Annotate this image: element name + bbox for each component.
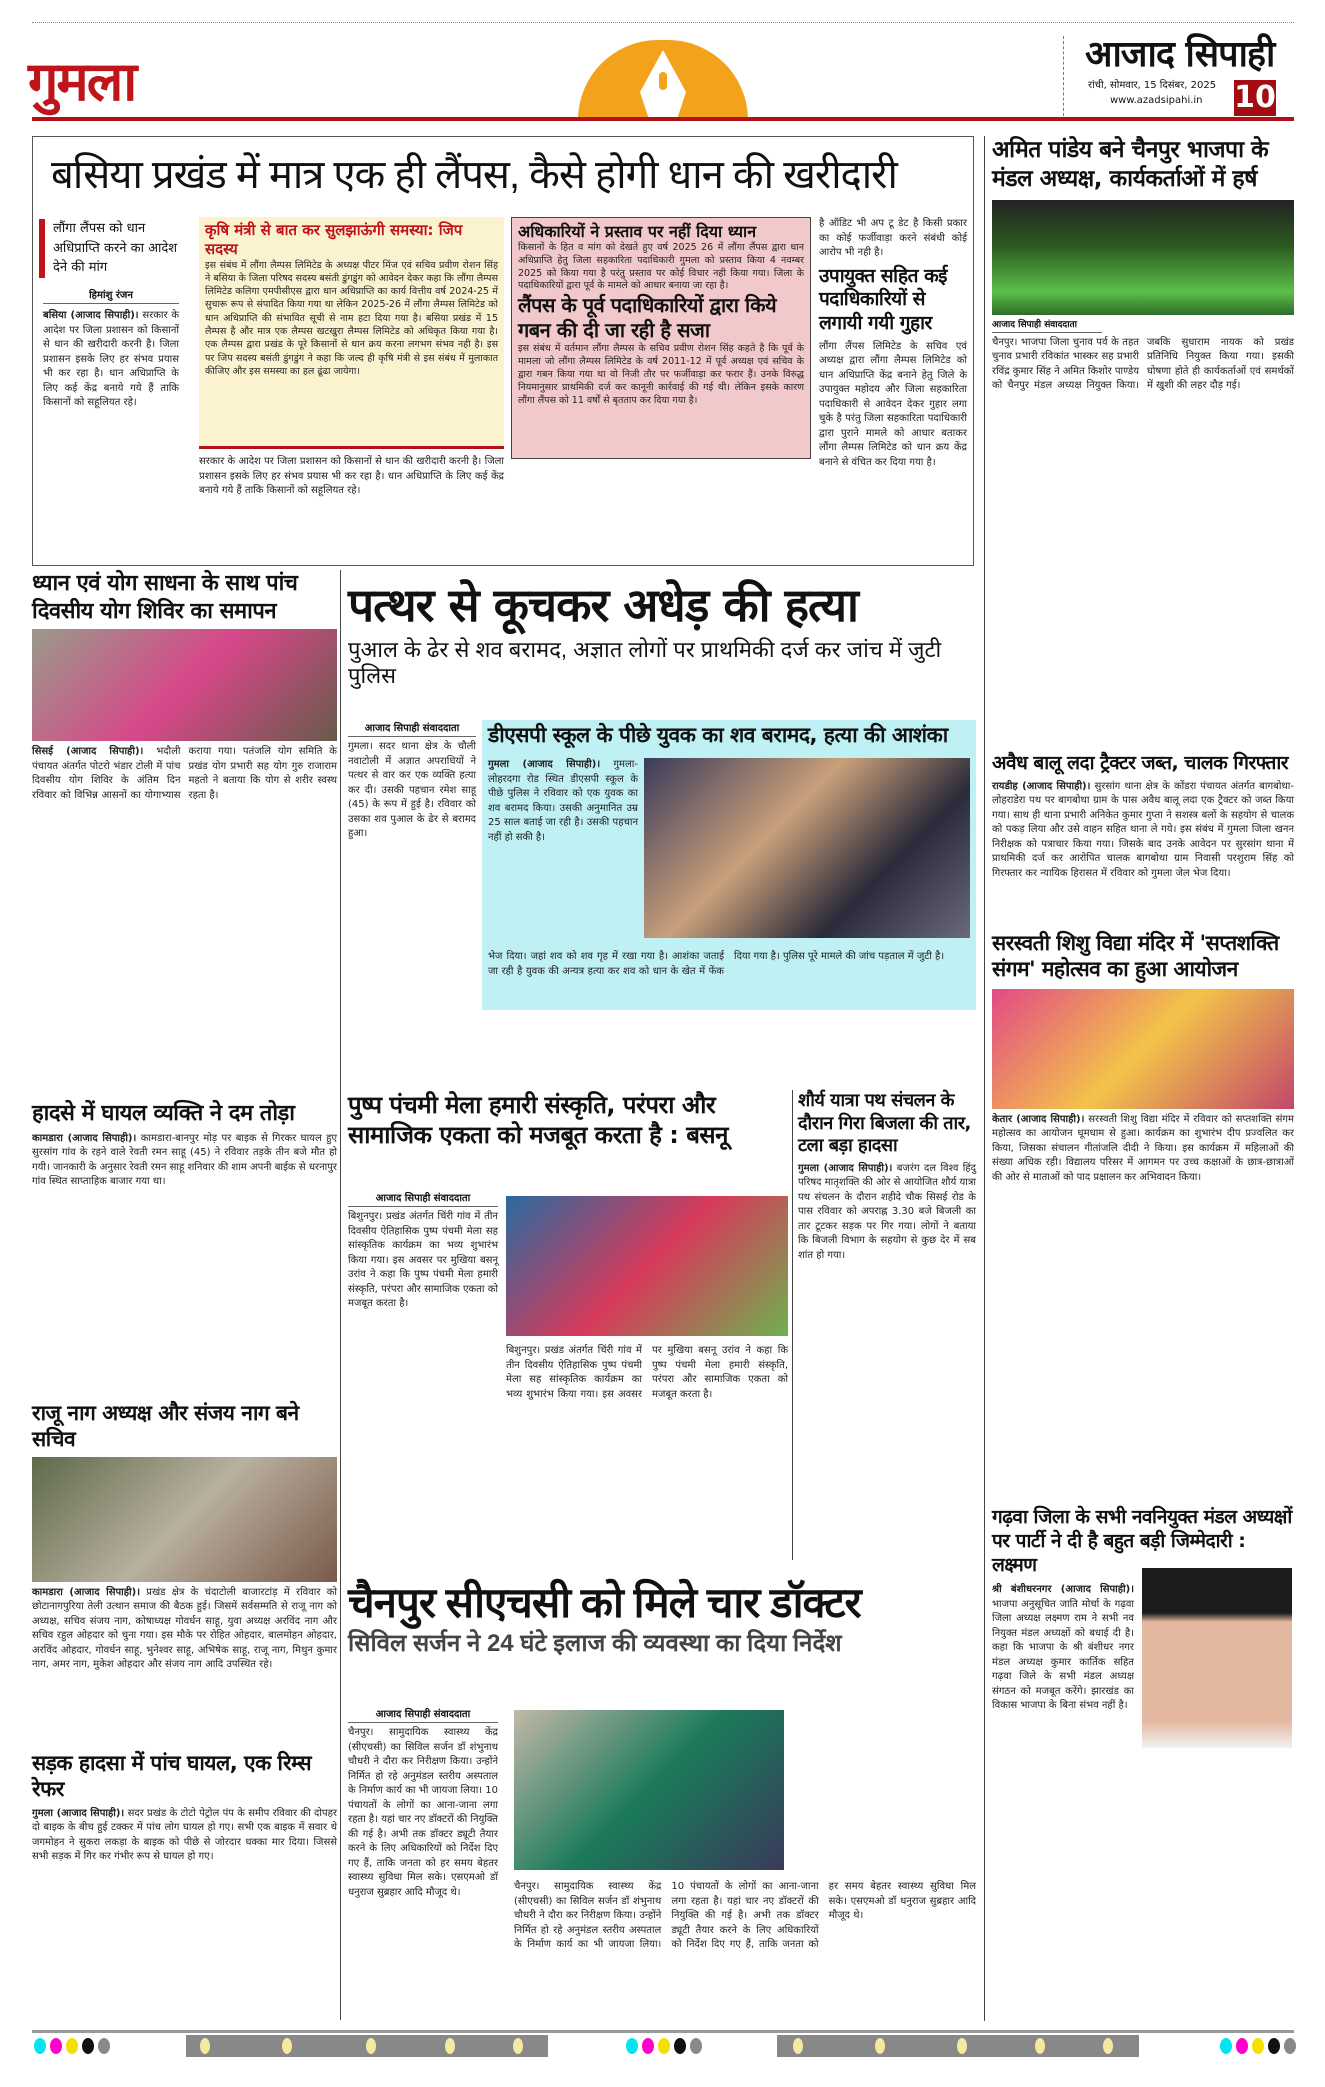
pink-box-body-2: इस संबंध में वर्तमान लौंगा लैम्पस के सचिव प्रवीण रोशन सिंह कहते है कि पूर्व के मामला जो लौंगा लैम्पस लिमिटेड के वर्ष 2011-12 में पूर्व अध्यक्ष एवं सचिव के द्वारा गबन किया गया था वो निजी तौर पर फर्जीवाड़ा कर फरार हैं। उनके विरुद्ध नियमानुसार प्राथमिकी दर्ज कर कानूनी कार्रवाई की गई थी। लेकिन इसके कारण लौंगा लैंपस को 11 वर्षों से बृतताप कर दिया गया है।	[518, 343, 804, 406]
bottom-rule	[32, 2030, 1294, 2033]
cmyk-magenta-mark	[642, 2038, 654, 2054]
amit-pandey-photo	[992, 200, 1294, 315]
teli-samaj-headline: राजू नाग अध्यक्ष और संजय नाग बने सचिव	[32, 1401, 299, 1452]
saraswati-photo	[992, 989, 1294, 1109]
accident-death-dateline: कामडारा (आजाद सिपाही)।	[32, 1132, 137, 1144]
yoga-dateline: सिसई (आजाद सिपाही)।	[32, 746, 144, 757]
masthead-red-rule	[32, 117, 1294, 121]
cmyk-cyan-mark	[1220, 2038, 1232, 2054]
strip-dot	[957, 2038, 967, 2054]
cmyk-black-mark	[1268, 2038, 1280, 2054]
road-accident-dateline: गुमला (आजाद सिपाही)।	[32, 1807, 125, 1819]
amit-pandey-headline: अमित पांडेय बने चैनपुर भाजपा के मंडल अध्यक्ष, कार्यकर्ताओं में हर्ष	[992, 137, 1269, 192]
yoga-body	[32, 745, 337, 1045]
road-accident-headline: सड़क हादसा में पांच घायल, एक रिम्स रेफर	[32, 1751, 312, 1802]
strip-dot	[875, 2038, 885, 2054]
pink-box-headline-2: लैंपस के पूर्व पदाधिकारियों द्वारा किये गबन की दी जा रही है सजा	[518, 293, 777, 343]
story-saraswati-mandir	[992, 930, 1294, 1413]
newspaper-brand: आजाद सिपाही	[1085, 34, 1275, 75]
dsp-headline: डीएसपी स्कूल के पीछे युवक का शव बरामद, हत्या की आशंका	[488, 723, 948, 747]
story-garhwa-mandal	[992, 1506, 1294, 1714]
lead-right-body-top: है ऑडिट भी अप टू डेट है किसी प्रकार का कोई फर्जीवाड़ा करने संबंधी कोई आरोप भी नही है।	[819, 218, 967, 258]
story-chc-doctors	[348, 1580, 976, 1659]
story-accident-death	[32, 1100, 337, 1412]
sand-tractor-body	[992, 780, 1294, 882]
chc-column	[348, 1706, 498, 2016]
lead-right-subhead: उपायुक्त सहित कई पदाधिकारियों से लगायी गयी गुहार	[819, 264, 947, 334]
story-pushp-panchami	[348, 1090, 788, 1150]
strip-dot	[200, 2038, 210, 2054]
strip-dot	[1035, 2038, 1045, 2054]
cmyk-yellow-mark	[66, 2038, 78, 2054]
cmyk-black-mark	[82, 2038, 94, 2054]
strip-dot	[513, 2038, 523, 2054]
chc-body-cont: चैनपुर। सामुदायिक स्वास्थ्य केंद्र (सीएचसी) का सिविल सर्जन डॉ शंभुनाथ चौधरी ने दौरा कर निरीक्षण किया। उन्होंने निर्मित हो रहे अनुमंडल स्तरीय अस्पताल के निर्माण कार्य का भी जायजा लिया। 10 पंचायतों के लोगों का आना-जाना लगा रहता है। यहां चार नए डॉक्टरों की नियुक्ति की गई है। अभी तक डॉक्टर ड्यूटी तैयार करने के लिए अधिकारियों को निर्देश दिए गए हैं, ताकि जनता को हर समय बेहतर स्वास्थ्य सुविधा मिल सके। एसएमओ डॉ धनुराज सुब्रहार आदि मौजूद थे।	[514, 1881, 976, 1950]
pushp-panchami-byline: आजाद सिपाही संवाददाता	[348, 1190, 498, 1207]
center-left-rule	[340, 570, 341, 2020]
section-title: गुमला	[28, 50, 136, 113]
story-murder	[348, 580, 976, 689]
murder-body-column	[348, 720, 476, 842]
lead-headline: बसिया प्रखंड में मात्र एक ही लैंपस, कैसे होगी धान की खरीदारी	[51, 153, 897, 197]
garhwa-headline: गढ़वा जिला के सभी नवनियुक्त मंडल अध्यक्षों पर पार्टी ने दी है बहुत बड़ी जिम्मेदारी : लक्ष्मण	[992, 1506, 1292, 1576]
pushp-panchami-photo	[506, 1196, 788, 1336]
lead-body-continued: सरकार के आदेश पर जिला प्रशासन को किसानों से धान की खरीदारी करनी है। जिला प्रशासन इसके लिए हर संभव प्रयास भी कर रहा है। धान अधिप्राप्ति के लिए कई केंद्र बनाये गये हैं ताकि किसानों को सहूलियत रहे।	[199, 456, 504, 496]
lead-right-column	[819, 217, 967, 470]
garhwa-dateline: श्री बंशीधरनगर (आजाद सिपाही)।	[992, 1584, 1134, 1596]
strip-dot	[366, 2038, 376, 2054]
dsp-story-box	[482, 720, 976, 1010]
shaurya-yatra-text: बजरंग दल विश्व हिंदु परिषद मातृशक्ति की ओर से आयोजित शौर्य यात्रा पथ संचलन के दौरान शहीदे चौक सिसई रोड के पास रविवार को अपराह्न 3.30 बजे बिजली का तार टूटकर सड़क पर गिर गया। लोगों ने बताया कि बिजली विभाग के सहयोग से कुछ देर में सब शांत हो गया।	[798, 1162, 976, 1261]
cmyk-black-mark	[674, 2038, 686, 2054]
shaurya-yatra-body	[798, 1162, 976, 1264]
dsp-text: गुमला-लोहरदगा रोड स्थित डीएसपी स्कूल के पीछे पुलिस ने रविवार को एक युवक का शव बरामद किया। उसकी अनुमानित उम्र 25 साल बताई जा रही है। उसकी पहचान नहीं हो सकी है।	[488, 759, 638, 843]
accident-death-headline: हादसे में घायल व्यक्ति ने दम तोड़ा	[32, 1101, 295, 1126]
yatra-rule	[792, 1090, 793, 1560]
garhwa-body	[992, 1583, 1134, 1714]
dsp-body	[488, 758, 638, 845]
top-dotted-rule	[32, 22, 1294, 23]
shaurya-yatra-headline: शौर्य यात्रा पथ संचलन के दौरान गिरा बिजला की तार, टला बड़ा हादसा	[798, 1090, 971, 1156]
yoga-photo	[32, 629, 337, 741]
story-shaurya-yatra	[798, 1090, 976, 1263]
pushp-panchami-body-cont: बिशुनपुर। प्रखंड अंतर्गत चिंरी गांव में तीन दिवसीय ऐतिहासिक पुष्प पंचमी मेला सह सांस्कृतिक कार्यक्रम का भव्य शुभारंभ किया गया। इस अवसर पर मुखिया बसनू उरांव ने कहा कि पुष्प पंचमी मेला हमारी संस्कृति, परंपरा और सामाजिक एकता को मजबूत करता है।	[506, 1345, 788, 1400]
lead-kicker: लौंगा लैंपस को धान अधिप्राप्ति करने का आदेश देने की मांग	[39, 219, 179, 278]
garhwa-text: भाजपा अनुसूचित जाति मोर्चा के गढ़वा जिला अध्यक्ष लक्ष्मण राम ने सभी नव नियुक्त मंडल अध्यक्षों को बधाई दी है। कहा कि भाजपा के श्री बंशीधर नगर मंडल अध्यक्ष कुमार कार्तिक सहित गढ़वा जिले के सभी मंडल अध्यक्ष संगठन को मजबूत करेंगे। झारखंड का विकास भाजपा के बिना संभव नहीं है।	[992, 1598, 1134, 1712]
chc-subheadline: सिविल सर्जन ने 24 घंटे इलाज की व्यवस्था का दिया निर्देश	[348, 1630, 842, 1658]
cmyk-magenta-mark	[1236, 2038, 1248, 2054]
cmyk-gray-mark	[98, 2038, 110, 2054]
sand-tractor-text: सुरसांग थाना क्षेत्र के कोंडरा पंचायत अंतर्गत बागबोथा-लोहराडेरा पथ पर बागबोथा ग्राम के पास अवैध बालू लदा एक ट्रैक्टर को जब्त किया गया। साथ ही थाना प्रभारी अनिकेत कुमार गुप्ता ने सशस्त्र बलों के सहयोग से चालक को पकड़ लिया और उसे वाहन सहित थाना ले गये। इस संबंध में गुमला जिला खनन निरीक्षक को पत्राचार किया गया। जिसके बाद उनके आवेदन पर सुरसांग थाना में प्राथमिकी दर्ज कर आरोपित चालक बागबोथा ग्राम निवासी परशुराम सिंह को गिरफ्तार कर न्यायिक हिरासत में रविवार को गुमला जेल भेज दिया।	[992, 780, 1294, 879]
cmyk-gray-mark	[690, 2038, 702, 2054]
brand-divider	[1063, 36, 1064, 116]
chc-body: चैनपुर। सामुदायिक स्वास्थ्य केंद्र (सीएचसी) का सिविल सर्जन डॉ शंभुनाथ चौधरी ने दौरा कर निरीक्षण किया। उन्होंने निर्मित हो रहे अनुमंडल स्तरीय अस्पताल के निर्माण कार्य का भी जायजा लिया। 10 पंचायतों के लोगों का आना-जाना लगा रहता है। यहां चार नए डॉक्टरों की नियुक्ति की गई है। अभी तक डॉक्टर ड्यूटी तैयार करने के लिए अधिकारियों को निर्देश दिए गए हैं, ताकि जनता को हर समय बेहतर स्वास्थ्य सुविधा मिल सके। एसएमओ डॉ धनुराज सुब्रहार आदि मौजूद थे।	[348, 1727, 498, 1898]
pushp-panchami-column	[348, 1190, 498, 1312]
story-sand-tractor	[992, 752, 1294, 881]
saraswati-headline: सरस्वती शिशु विद्या मंदिर में 'सप्तशक्ति संगम' महोत्सव का हुआ आयोजन	[992, 931, 1279, 982]
lead-story-box	[32, 136, 974, 566]
lead-body	[43, 309, 179, 411]
amit-pandey-byline: आजाद सिपाही संवाददाता	[992, 317, 1102, 333]
cmyk-magenta-mark	[50, 2038, 62, 2054]
pen-nib-slit-icon	[659, 72, 667, 90]
saraswati-dateline: केतार (आजाद सिपाही)।	[992, 1113, 1085, 1125]
chc-headline: चैनपुर सीएचसी को मिले चार डॉक्टर	[348, 1579, 861, 1626]
dsp-dateline: गुमला (आजाद सिपाही)।	[488, 759, 601, 770]
dsp-photo-caption: भेज दिया। जहां शव को शव गृह में रखा गया है। आशंका जताई जा रही है युवक की अन्यत्र हत्या कर शव को धान के खेत में फेंक दिया गया है। पुलिस पूरे मामले की जांच पड़ताल में जुटी है।	[488, 951, 945, 977]
story-road-accident	[32, 1750, 337, 2037]
lead-author: हिमांशु रंजन	[43, 287, 179, 304]
story-teli-samaj	[32, 1400, 337, 1673]
saraswati-text: सरस्वती शिशु विद्या मंदिर में रविवार को सप्तशक्ति संगम महोत्सव का आयोजन धूमधाम से हुआ। कार्यक्रम का शुभारंभ दीप प्रज्वलित कर किया, जिसका संचालन गीतांजलि दीदी ने किया। इस कार्यक्रम में महिलाओं की संख्या अधिक रही। विद्यालय परिसर में आगमन पर उच्च कक्षाओं के छात्र-छात्राओं की ओर से माताओं को पाद प्रक्षालन कर अभिवादन किया।	[992, 1113, 1294, 1183]
saraswati-body	[992, 1113, 1294, 1413]
murder-headline: पत्थर से कूचकर अधेड़ की हत्या	[348, 578, 858, 632]
lead-dateline: बसिया (आजाद सिपाही)।	[43, 310, 139, 321]
pushp-panchami-body: बिशुनपुर। प्रखंड अंतर्गत चिंरी गांव में तीन दिवसीय ऐतिहासिक पुष्प पंचमी मेला सह सांस्कृतिक कार्यक्रम का भव्य शुभारंभ किया गया। इस अवसर पर मुखिया बसनू उरांव ने कहा कि पुष्प पंचमी मेला हमारी संस्कृति, परंपरा और सामाजिक एकता को मजबूत करता है।	[348, 1211, 498, 1309]
teli-samaj-photo	[32, 1457, 337, 1582]
lead-right-body: लौंगा लैंपस लिमिटेड के सचिव एवं अध्यक्ष द्वारा लौंगा लैम्पस लिमिटेड को धान अधिप्राप्ति केंद्र बनाने हेतु जिले के उपायुक्त महोदय और जिला सहकारिता पदाधिकारी से आवेदन देकर गुहार लगा चुके है परंतु जिला सहकारिता पदाधिकारी द्वारा पुराने मामले को आधार बताकर लौंगा लैम्पस लिमिटेड को धान क्रय केंद्र बनाने से वंचित कर दिया गया है।	[819, 340, 967, 468]
issue-dateline: रांची, सोमवार, 15 दिसंबर, 2025	[1088, 80, 1217, 91]
story-yoga-camp	[32, 570, 337, 1045]
yellow-box-headline: कृषि मंत्री से बात कर सुलझाऊंगी समस्या: जिप सदस्य	[205, 221, 463, 258]
chc-photo	[514, 1710, 784, 1870]
yoga-text: भदौली पंचायत अंतर्गत पोटरो भंडार टोली में पांच दिवसीय योग शिविर के अंतिम दिन रविवार को विभिन्न आसनों का योगाभ्यास कराया गया। पतंजलि योग समिति के प्रखंड योग प्रभारी सह योग गुरु राजाराम महतो ने बताया कि योग से शरीर स्वस्थ रहता है।	[32, 746, 337, 801]
strip-dot	[1103, 2038, 1113, 2054]
road-accident-body	[32, 1807, 337, 2037]
chc-byline: आजाद सिपाही संवाददाता	[348, 1706, 498, 1723]
teli-samaj-body	[32, 1586, 337, 1673]
murder-subheadline: पुआल के ढेर से शव बरामद, अज्ञात लोगों पर प्राथमिकी दर्ज कर जांच में जुटी पुलिस	[348, 636, 942, 688]
right-column-rule	[984, 136, 985, 2021]
pink-sidebar-box	[511, 217, 811, 459]
pink-box-body-1: किसानों के हित व मांग को देखते हुए वर्ष 2025 26 में लौंगा लैंपस द्वारा धान अधिप्राप्ति हेतु जिला सहकारिता पदाधिकारी गुमला को प्रस्ताव किया 4 नवम्बर 2025 को किया गया है परंतु प्रस्ताव पर कोई विचार नही किया गया। जिला के पदाधिकारियों द्वारा पूर्व के मामले को आधार बनाया जा रहा है।	[518, 242, 804, 292]
laxman-ram-photo	[1142, 1568, 1292, 1748]
lead-body-text: सरकार के आदेश पर जिला प्रशासन को किसानों से धान की खरीदारी करनी है। जिला प्रशासन इसके लिए हर संभव प्रयास भी कर रहा है। धान अधिप्राप्ति के लिए कई केंद्र बनाये गये हैं ताकि किसानों को सहूलियत रहे।	[43, 310, 179, 408]
page-number-badge: 10	[1234, 80, 1276, 115]
accident-death-text: कामडारा-बानपुर मोड़ पर बाइक से गिरकर घायल हुए सुरसांग गांव के रहने वाले रेवती रमन साहू (45) ने रविवार तड़के तीन बजे मौत हो गयी। जानकारी के अनुसार रेवती रमन साहू शनिवार की शाम अपनी बाईक से धरनापुर गांव स्थित साप्ताहिक बाजार गया था।	[32, 1132, 337, 1187]
strip-dot	[282, 2038, 292, 2054]
road-accident-text: सदर प्रखंड के टोटो पेट्रोल पंप के समीप रविवार की दोपहर दो बाइक के बीच हुई टक्कर में पांच लोग घायल हो गए। सभी एक बाइक में सवार थे जगमोहन ने सुकरा लकड़ा के बाइक को पीछे से जोरदार धक्का मार दिया। जिससे सभी सड़क में गिर कर गंभीर रूप से घायल हो गए।	[32, 1807, 337, 1862]
strip-dot	[793, 2038, 803, 2054]
pushp-panchami-headline: पुष्प पंचमी मेला हमारी संस्कृति, परंपरा और सामाजिक एकता को मजबूत करता है : बसनू	[348, 1091, 728, 1149]
cmyk-gray-mark	[1284, 2038, 1296, 2054]
teli-samaj-dateline: कामडारा (आजाद सिपाही)।	[32, 1586, 140, 1598]
sand-tractor-dateline: रायडीह (आजाद सिपाही)।	[992, 780, 1091, 792]
story-amit-pandey	[992, 136, 1294, 566]
cmyk-yellow-mark	[658, 2038, 670, 2054]
murder-body: गुमला। सदर थाना क्षेत्र के चौली नवाटोली में अज्ञात अपराधियों ने पत्थर से वार कर एक व्यक्ति हत्या कर दी। उसकी पहचान रमेश साहू (45) के रूप में हुई है। रविवार को उसका शव पुआल के ढेर से बरामद हुआ।	[348, 741, 476, 839]
shaurya-yatra-dateline: गुमला (आजाद सिपाही)।	[798, 1162, 893, 1174]
cmyk-cyan-mark	[34, 2038, 46, 2054]
cmyk-cyan-mark	[626, 2038, 638, 2054]
murder-byline: आजाद सिपाही संवाददाता	[348, 720, 476, 737]
sand-tractor-headline: अवैध बालू लदा ट्रैक्टर जब्त, चालक गिरफ्तार	[992, 752, 1289, 774]
yoga-headline: ध्यान एवं योग साधना के साथ पांच दिवसीय योग शिविर का समापन	[32, 571, 298, 624]
dsp-body-photo	[644, 758, 970, 938]
strip-dot	[445, 2038, 455, 2054]
teli-samaj-text: प्रखंड क्षेत्र के चंदाटोली बाजारटांड़ में रविवार को छोटानागपुरिया तेली उत्थान समाज की बैठक हुई। जिसमें सर्वसम्मति से राजू नाग को अध्यक्ष, सचिव संजय नाग, कोषाध्यक्ष गोवर्धन साहू, युवा अध्यक्ष अरविंद नाग और सचिव रहुल ओहदार को चुना गया। इस मौके पर रोहित ओहदार, बालमोहन ओहदार, अरविंद ओहदार, गोवर्धन साहू, भुनेश्वर साहू, अभिषेक साहू, राजू नाग, मिथुन कुमार नाग, अमर नाग, मुकेश ओहदार और संजय नाग आदि उपस्थित रहे।	[32, 1586, 337, 1670]
pink-box-headline-1: अधिकारियों ने प्रस्ताव पर नहीं दिया ध्यान	[518, 222, 757, 241]
amit-pandey-body: चैनपुर। भाजपा जिला चुनाव पर्व के तहत चुनाव प्रभारी रविकांत भास्कर सह प्रभारी रविंद्र कुमार सिंह ने अमित किशोर पाण्डेय को चैनपुर मंडल अध्यक्ष नियुक्त किया। जबकि सुधाराम नायक को प्रखंड प्रतिनिधि नियुक्त किया गया। इसकी घोषणा होते ही कार्यकर्ताओं एवं समर्थकों में खुशी की लहर दौड़ गई।	[992, 336, 1294, 391]
website-link[interactable]: www.azadsipahi.in	[1110, 95, 1203, 106]
cmyk-yellow-mark	[1252, 2038, 1264, 2054]
yellow-sidebar-box	[199, 217, 504, 449]
yellow-box-body: इस संबंध में लौंगा लैम्पस लिमिटेड के अध्यक्ष पीटर मिंज एवं सचिव प्रवीण रोशन सिंह ने बसिया के जिला परिषद सदस्य बसंती डुंगडुंग को आवेदन देकर कहा कि लौंगा लैम्पस लिमिटेड कलिगा एमपीसीएस द्वारा धान अधिप्राप्ति का कार्य वित्तीय वर्ष 2024-25 में सुचारू रूप से संपादित किया गया था लेकिन 2025-26 में लौंगा लैम्पस लिमिटेड को धान अधिप्राप्ति की संभावित सूची से नाम हटा दिया गया है। बसिया प्रखंड में 15 लैम्पस है और मात्र एक लैम्पस खटखुरा लैम्पस लिमिटेड को अधिकृत किया गया है। एक लैम्पस द्वारा प्रखंड के पूरे किसानों से धान क्रय करना लगभग संभव नही है। इस पर जिप सदस्य बसंती डुंगडुंग ने कहा कि जल्द ही कृषि मंत्री से इस संबंध में मुलाकात कीजिए और इस समस्या का हल ढूंढा जायेगा।	[205, 259, 498, 377]
accident-death-body	[32, 1132, 337, 1412]
